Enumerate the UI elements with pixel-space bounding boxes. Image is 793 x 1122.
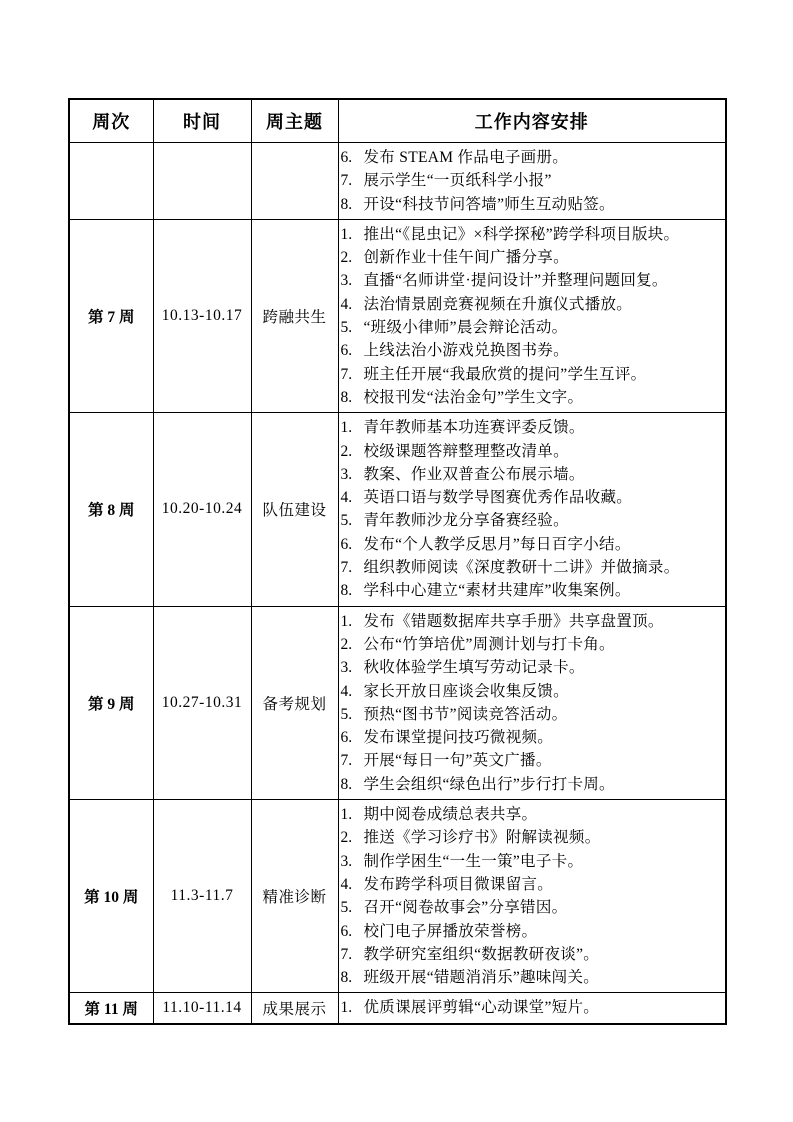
table-row bbox=[69, 219, 726, 412]
task-text: 教案、作业双普查公布展示墙。 bbox=[363, 465, 585, 483]
task-number: 4. bbox=[340, 682, 353, 700]
time-cell bbox=[153, 143, 251, 220]
content-cell bbox=[338, 800, 726, 993]
task-number: 6. bbox=[340, 729, 353, 747]
col-header-content: 工作内容安排 bbox=[338, 99, 726, 143]
table-row bbox=[69, 993, 726, 1024]
task-item bbox=[341, 223, 724, 246]
task-item bbox=[341, 703, 724, 726]
content-cell bbox=[338, 413, 726, 606]
theme-cell bbox=[251, 143, 338, 220]
task-text: 青年教师基本功连赛评委反馈。 bbox=[363, 419, 585, 437]
task-text: 召开“阅卷故事会”分享错因。 bbox=[363, 899, 568, 917]
task-number: 1. bbox=[340, 612, 353, 630]
task-text: 优质课展评剪辑“心动课堂”短片。 bbox=[363, 999, 600, 1017]
task-number: 7. bbox=[340, 559, 353, 577]
task-item bbox=[341, 850, 724, 873]
task-item bbox=[341, 610, 724, 633]
task-item bbox=[341, 293, 724, 316]
task-number: 3. bbox=[340, 852, 353, 870]
task-text: 开设“科技节问答墙”师生互动贴签。 bbox=[363, 195, 615, 213]
task-text: 青年教师沙龙分享备赛经验。 bbox=[363, 512, 569, 530]
task-item bbox=[341, 633, 724, 656]
task-text: 班级开展“错题消消乐”趣味闯关。 bbox=[363, 969, 600, 987]
task-number: 8. bbox=[340, 582, 353, 600]
task-text: 家长开放日座谈会收集反馈。 bbox=[363, 682, 569, 700]
task-item bbox=[341, 943, 724, 966]
task-number: 3. bbox=[340, 272, 353, 290]
task-item bbox=[341, 269, 724, 292]
task-number: 4. bbox=[340, 295, 353, 313]
week-cell: 第 11 周 bbox=[69, 993, 153, 1024]
task-item bbox=[341, 749, 724, 772]
task-text: 期中阅卷成绩总表共享。 bbox=[363, 806, 538, 824]
task-item bbox=[341, 463, 724, 486]
task-number: 7. bbox=[340, 365, 353, 383]
task-item bbox=[341, 339, 724, 362]
task-number: 7. bbox=[340, 172, 353, 190]
task-number: 1. bbox=[340, 999, 353, 1017]
task-item bbox=[341, 246, 724, 269]
week-cell: 第 10 周 bbox=[69, 800, 153, 993]
col-header-theme: 周主题 bbox=[251, 99, 338, 143]
task-number: 5. bbox=[340, 512, 353, 530]
task-number: 3. bbox=[340, 465, 353, 483]
content-cell bbox=[338, 219, 726, 412]
task-number: 6. bbox=[340, 535, 353, 553]
table-body bbox=[69, 143, 726, 1024]
task-text: 发布跨学科项目微课留言。 bbox=[363, 875, 554, 893]
task-item bbox=[341, 146, 724, 169]
task-text: 班主任开展“我最欣赏的提问”学生互评。 bbox=[363, 365, 647, 383]
task-number: 4. bbox=[340, 489, 353, 507]
task-text: 创新作业十佳午间广播分享。 bbox=[363, 249, 569, 267]
time-cell: 11.3-11.7 bbox=[153, 800, 251, 993]
content-cell bbox=[338, 143, 726, 220]
table-row bbox=[69, 606, 726, 799]
content-cell bbox=[338, 606, 726, 799]
task-text: 教学研究室组织“数据教研夜谈”。 bbox=[363, 945, 600, 963]
table-row bbox=[69, 143, 726, 220]
task-text: 学生会组织“绿色出行”步行打卡周。 bbox=[363, 775, 615, 793]
task-text: 校报刊发“法治金句”学生文字。 bbox=[363, 388, 584, 406]
task-number: 2. bbox=[340, 635, 353, 653]
col-header-time: 时间 bbox=[153, 99, 251, 143]
task-item bbox=[341, 363, 724, 386]
task-item bbox=[341, 966, 724, 989]
task-number: 5. bbox=[340, 705, 353, 723]
task-number: 2. bbox=[340, 442, 353, 460]
theme-cell: 备考规划 bbox=[251, 606, 338, 799]
col-header-week: 周次 bbox=[69, 99, 153, 143]
task-text: 上线法治小游戏兑换图书券。 bbox=[363, 342, 569, 360]
task-item bbox=[341, 556, 724, 579]
task-item bbox=[341, 920, 724, 943]
task-number: 5. bbox=[340, 319, 353, 337]
task-item bbox=[341, 996, 724, 1019]
task-number: 1. bbox=[340, 806, 353, 824]
task-number: 6. bbox=[340, 149, 353, 166]
task-number: 4. bbox=[340, 875, 353, 893]
task-text: 发布《错题数据库共享手册》共享盘置顶。 bbox=[363, 612, 664, 630]
task-number: 6. bbox=[340, 342, 353, 360]
task-text: 开展“每日一句”英文广播。 bbox=[363, 752, 552, 770]
task-text: 发布“个人教学反思月”每日百字小结。 bbox=[363, 535, 631, 553]
task-text: 展示学生“一页纸科学小报” bbox=[363, 172, 552, 190]
time-cell: 10.13-10.17 bbox=[153, 219, 251, 412]
task-number: 2. bbox=[340, 249, 353, 267]
theme-cell: 精准诊断 bbox=[251, 800, 338, 993]
task-number: 7. bbox=[340, 945, 353, 963]
task-text: 校级课题答辩整理整改清单。 bbox=[363, 442, 569, 460]
task-text: 推送《学习诊疗书》附解读视频。 bbox=[363, 829, 601, 847]
task-item bbox=[341, 386, 724, 409]
task-number: 2. bbox=[340, 829, 353, 847]
task-number: 1. bbox=[340, 225, 353, 243]
time-cell: 11.10-11.14 bbox=[153, 993, 251, 1024]
task-number: 7. bbox=[340, 752, 353, 770]
header-row bbox=[69, 99, 726, 143]
theme-cell: 队伍建设 bbox=[251, 413, 338, 606]
task-item bbox=[341, 656, 724, 679]
task-text: 发布 STEAM 作品电子画册。 bbox=[363, 149, 569, 166]
task-text: 英语口语与数学导图赛优秀作品收藏。 bbox=[363, 489, 633, 507]
task-text: 法治情景剧竞赛视频在升旗仪式播放。 bbox=[363, 295, 633, 313]
week-cell bbox=[69, 143, 153, 220]
task-text: “班级小律师”晨会辩论活动。 bbox=[363, 319, 568, 337]
task-item bbox=[341, 803, 724, 826]
theme-cell: 跨融共生 bbox=[251, 219, 338, 412]
table-row bbox=[69, 800, 726, 993]
task-item bbox=[341, 169, 724, 192]
task-text: 直播“名师讲堂·提问设计”并整理问题回复。 bbox=[363, 272, 668, 290]
table-row bbox=[69, 413, 726, 606]
task-text: 制作学困生“一生一策”电子卡。 bbox=[363, 852, 584, 870]
time-cell: 10.20-10.24 bbox=[153, 413, 251, 606]
content-cell bbox=[338, 993, 726, 1024]
task-item bbox=[341, 533, 724, 556]
task-number: 8. bbox=[340, 775, 353, 793]
task-item bbox=[341, 316, 724, 339]
week-cell: 第 7 周 bbox=[69, 219, 153, 412]
task-text: 公布“竹笋培优”周测计划与打卡角。 bbox=[363, 635, 615, 653]
task-item bbox=[341, 726, 724, 749]
task-text: 预热“图书节”阅读竞答活动。 bbox=[363, 705, 568, 723]
task-item bbox=[341, 873, 724, 896]
task-item bbox=[341, 486, 724, 509]
task-text: 组织教师阅读《深度教研十二讲》并做摘录。 bbox=[363, 559, 680, 577]
week-cell: 第 8 周 bbox=[69, 413, 153, 606]
task-item bbox=[341, 773, 724, 796]
task-item bbox=[341, 579, 724, 602]
week-cell: 第 9 周 bbox=[69, 606, 153, 799]
task-item bbox=[341, 440, 724, 463]
task-item bbox=[341, 509, 724, 532]
task-number: 6. bbox=[340, 922, 353, 940]
weekly-schedule-table bbox=[68, 98, 727, 1025]
task-item bbox=[341, 896, 724, 919]
task-text: 发布课堂提问技巧微视频。 bbox=[363, 729, 554, 747]
task-text: 校门电子屏播放荣誉榜。 bbox=[363, 922, 538, 940]
task-item bbox=[341, 193, 724, 216]
task-item bbox=[341, 416, 724, 439]
task-number: 8. bbox=[340, 388, 353, 406]
task-number: 3. bbox=[340, 659, 353, 677]
task-text: 学科中心建立“素材共建库”收集案例。 bbox=[363, 582, 631, 600]
task-item bbox=[341, 826, 724, 849]
task-item bbox=[341, 680, 724, 703]
task-number: 8. bbox=[340, 195, 353, 213]
theme-cell: 成果展示 bbox=[251, 993, 338, 1024]
task-text: 推出“《昆虫记》×科学探秘”跨学科项目版块。 bbox=[363, 225, 680, 243]
task-number: 1. bbox=[340, 419, 353, 437]
time-cell: 10.27-10.31 bbox=[153, 606, 251, 799]
task-text: 秋收体验学生填写劳动记录卡。 bbox=[363, 659, 585, 677]
task-number: 8. bbox=[340, 969, 353, 987]
task-number: 5. bbox=[340, 899, 353, 917]
